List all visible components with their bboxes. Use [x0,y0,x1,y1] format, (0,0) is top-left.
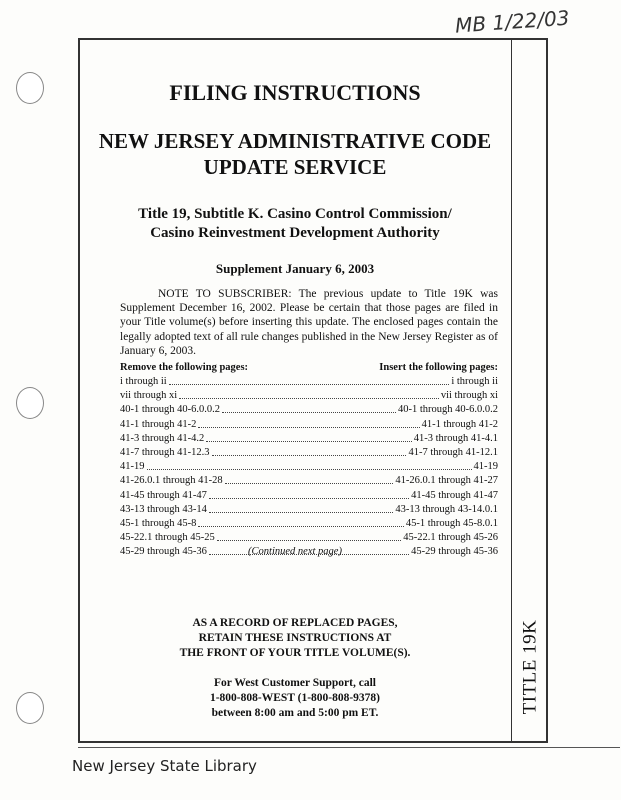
insert-pages: vii through xi [440,390,498,402]
table-row [120,474,498,488]
title-heading [80,205,510,243]
dot-leader [217,531,401,541]
dot-leader [225,474,394,484]
heading-line-2: Casino Reinvestment Development Authority [150,225,440,241]
page-table [120,361,498,559]
dot-leader [206,432,411,442]
remove-pages: 45-1 through 45-8 [120,517,197,529]
document-subtitle [80,128,510,180]
insert-pages: 41-7 through 41-12.1 [408,446,498,458]
library-stamp: New Jersey State Library [72,757,257,775]
dot-leader [198,517,403,527]
table-row [120,460,498,474]
remove-header: Remove the following pages: [120,362,249,373]
table-row [120,403,498,417]
dot-leader [222,403,396,413]
continued-note: (Continued next page) [248,546,342,557]
subtitle-line-1: NEW JERSEY ADMINISTRATIVE CODE [98,129,492,153]
table-row [120,503,498,517]
remove-pages: 45-29 through 45-36 [120,546,207,558]
record-line: RETAIN THESE INSTRUCTIONS AT [198,632,392,644]
binder-hole-bottom [16,692,44,724]
table-row [120,517,498,531]
dot-leader [147,460,472,470]
subscriber-note: NOTE TO SUBSCRIBER: The previous update to Title 19K was Supplement December 16, 2002. Please be certain that those pages are filed in your Title volume(s) before inserting this update. The enclosed pages contain the legally adopted text of all rule changes published in the New Jersey Register as of January 6, 2003. [120,288,498,357]
insert-pages: 41-3 through 41-4.1 [413,432,498,444]
record-line: AS A RECORD OF REPLACED PAGES, [192,617,398,629]
insert-header: Insert the following pages: [379,362,498,373]
remove-pages: 40-1 through 40-6.0.0.2 [120,404,221,416]
table-row [120,531,498,545]
handwritten-note: MB 1/22/03 [454,5,571,38]
remove-pages: 41-45 through 41-47 [120,489,207,501]
dot-leader [169,375,450,385]
insert-pages: 41-1 through 41-2 [421,418,498,430]
dot-leader [198,418,419,428]
tab-label-text: TITLE 19K [519,619,541,715]
remove-pages: vii through xi [120,390,178,402]
table-row [120,432,498,446]
support-phone: 1-800-808-WEST (1-800-808-9378) [209,692,381,704]
record-line: THE FRONT OF YOUR TITLE VOLUME(S). [179,647,411,659]
support-hours: between 8:00 am and 5:00 pm ET. [211,707,379,719]
remove-pages: 41-3 through 41-4.2 [120,432,205,444]
insert-pages: 43-13 through 43-14.0.1 [395,503,498,515]
frame-bottom-rule [78,747,620,748]
heading-line-1: Title 19, Subtitle K. Casino Control Commission/ [138,206,452,222]
support-line: For West Customer Support, call [214,677,376,689]
dot-leader [179,389,439,399]
remove-pages: 41-26.0.1 through 41-28 [120,475,223,487]
insert-pages: 45-29 through 45-36 [411,546,498,558]
remove-pages: 43-13 through 43-14 [120,503,207,515]
remove-pages: 45-22.1 through 45-25 [120,532,215,544]
dot-leader [209,503,393,513]
insert-pages: 40-1 through 40-6.0.0.2 [397,404,498,416]
table-row [120,489,498,503]
table-row [120,418,498,432]
page-table-header [120,361,498,375]
remove-pages: 41-19 [120,461,145,473]
remove-pages: i through ii [120,376,167,387]
insert-pages: i through ii [451,376,498,387]
supplement-date: Supplement January 6, 2003 [215,261,375,276]
dot-leader [212,446,407,456]
tab-label [508,619,552,715]
insert-pages: 45-1 through 45-8.0.1 [405,517,498,529]
insert-pages: 41-19 [473,461,498,473]
insert-pages: 41-26.0.1 through 41-27 [395,475,498,487]
table-row [120,446,498,460]
page-title: FILING INSTRUCTIONS [169,80,421,105]
remove-pages: 41-7 through 41-12.3 [120,446,210,458]
insert-pages: 41-45 through 41-47 [411,489,498,501]
insert-pages: 45-22.1 through 45-26 [403,532,498,544]
table-row [120,375,498,389]
page-table-rows [120,375,498,559]
binder-hole-top [16,72,44,104]
table-row [120,389,498,403]
customer-support [80,676,510,721]
record-instructions [80,616,510,661]
subtitle-line-2: UPDATE SERVICE [203,155,387,179]
binder-hole-middle [16,387,44,419]
dot-leader [209,489,409,499]
remove-pages: 41-1 through 41-2 [120,418,197,430]
